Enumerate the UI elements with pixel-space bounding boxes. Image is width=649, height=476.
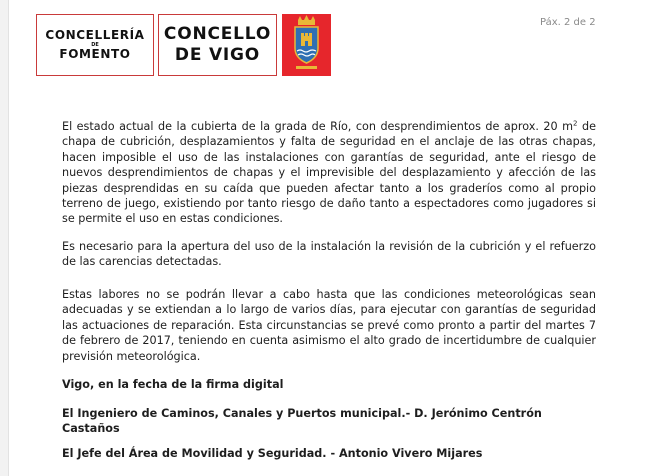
concello-de-vigo-logo xyxy=(158,14,277,76)
fomento-logo-line3: FOMENTO xyxy=(59,47,131,61)
paragraph-revision-needed: Es necesario para la apertura del uso de la instalación la revisión de la cubrición y el refuerzo de las carencias detectadas. xyxy=(62,240,596,269)
fomento-logo-line2: DE xyxy=(91,42,99,48)
square-meter-superscript: 2 xyxy=(573,119,578,128)
page-edge-shadow xyxy=(0,0,9,476)
signature-mobility-chief: El Jefe del Área de Movilidad y Seguridad. - Antonio Vivero Mijares xyxy=(62,447,483,460)
fomento-logo-line1: CONCELLERÍA xyxy=(45,28,145,42)
vigo-coat-of-arms-icon xyxy=(282,14,331,76)
p1-text-start: El estado actual de la cubierta de la grada de Río, con desprendimientos de aprox. 20 m xyxy=(62,120,574,133)
signature-engineer: El Ingeniero de Caminos, Canales y Puertos municipal.- D. Jerónimo Centrón Castaños xyxy=(62,407,542,436)
p1-text-end: de chapa de cubrición, desplazamientos y falta de seguridad en el anclaje de las otras chapas, hacen imposible el uso de las instalaciones con garantías de seguridad, ante el riesgo de nuevos desprendimientos de chapas y el imprevisible del desplazamiento y afección de las piezas desprendidas en su caída que pueden afectar tanto a los graderíos como al propio terreno de juego, existiendo por tanto riesgo de daño tanto a espectadores como jugadores si se permite el uso en estas condiciones. xyxy=(62,120,596,226)
concelleria-fomento-logo xyxy=(36,14,154,76)
paragraph-weather-conditions: Estas labores no se podrán llevar a cabo hasta que las condiciones meteorológicas sean adecuadas y se extiendan a lo largo de varios días, para ejecutar con garantías de seguridad las actuaciones de reparación. Esta circunstancias se prevé como pronto a partir del martes 7 de febrero de 2017, teniendo en cuenta asimismo el alto grado de incertidumbre de cualquier previsión meteorológica. xyxy=(62,288,596,363)
concello-logo-line2: DE VIGO xyxy=(174,45,261,65)
place-and-date: Vigo, en la fecha de la firma digital xyxy=(62,378,284,391)
concello-logo-line1: CONCELLO xyxy=(163,24,272,44)
paragraph-roof-condition xyxy=(62,119,596,227)
page-number: Páx. 2 de 2 xyxy=(540,17,596,28)
